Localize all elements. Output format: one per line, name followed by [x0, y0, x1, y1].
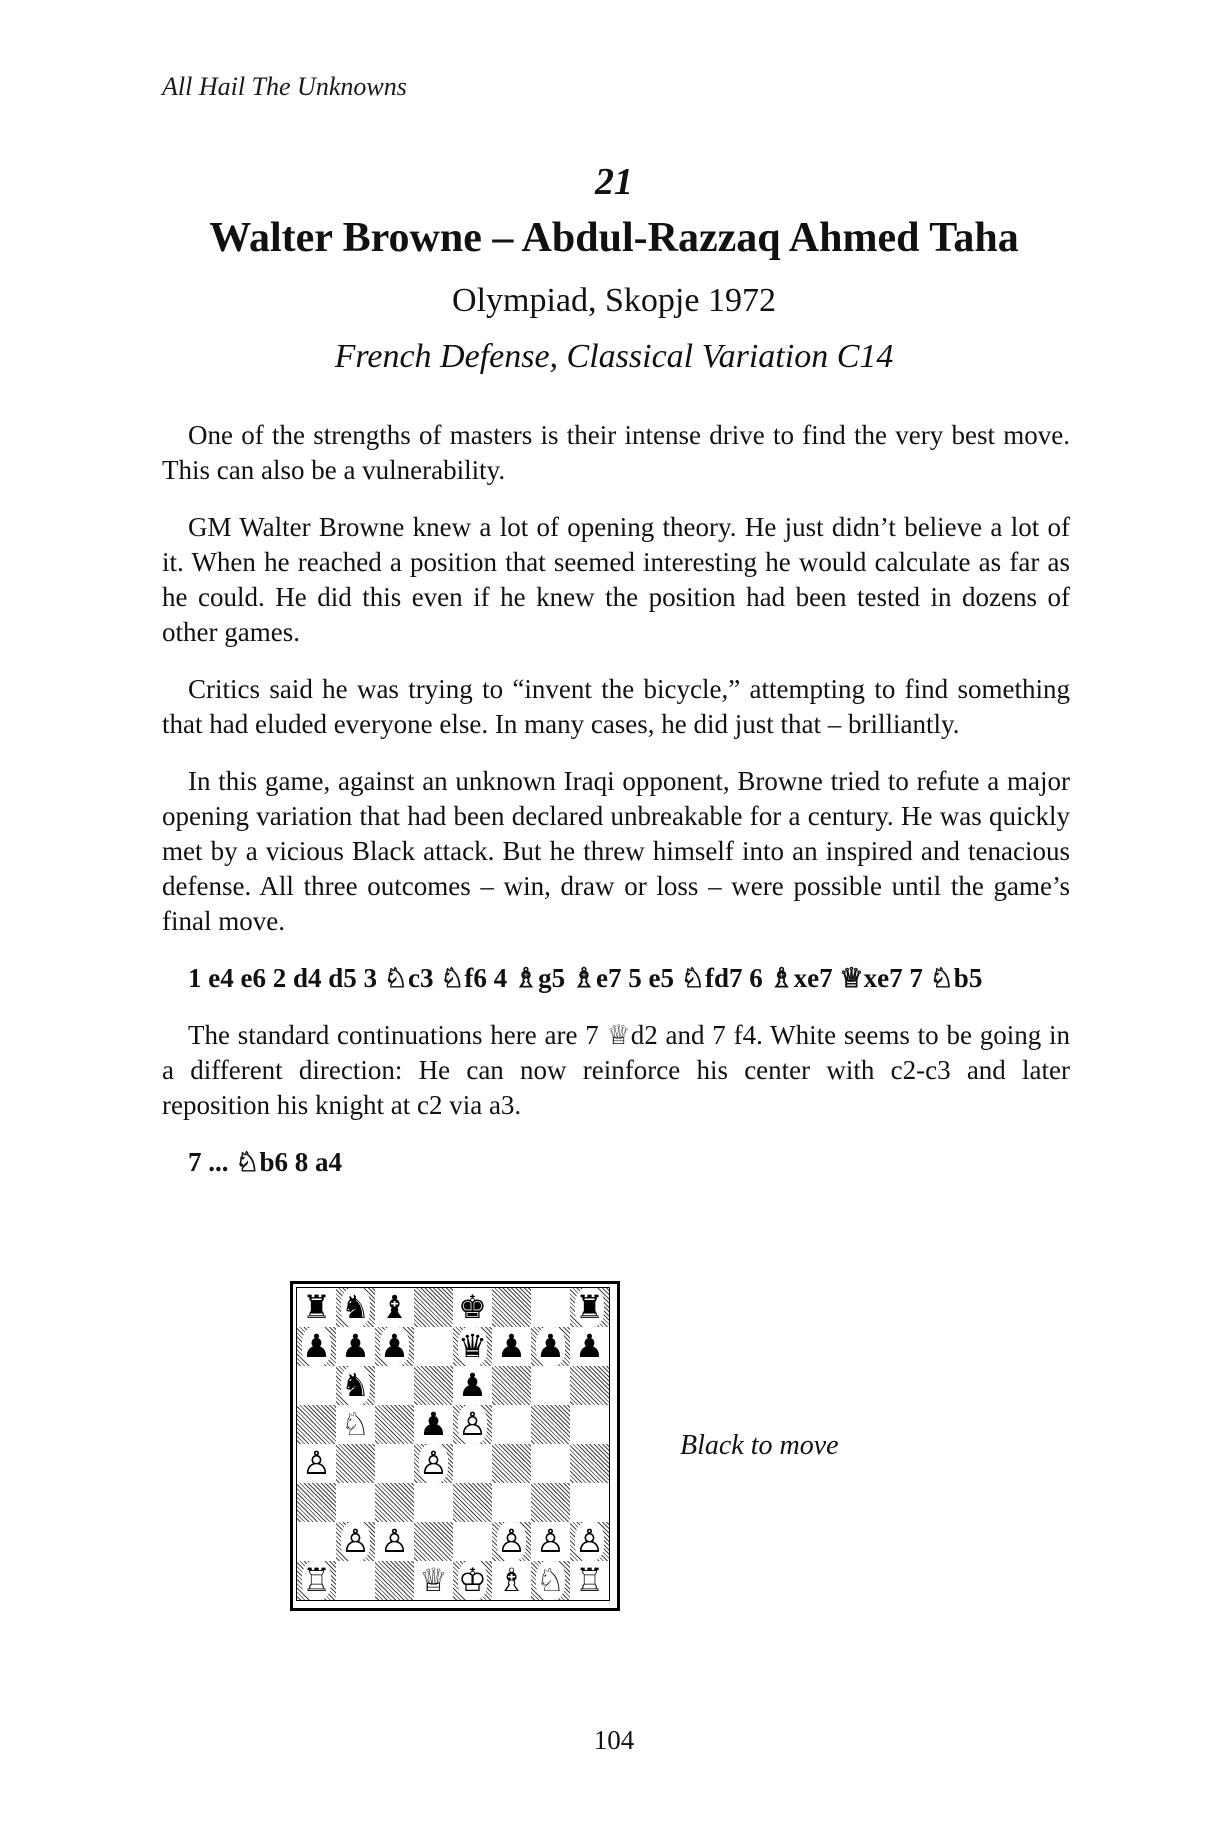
board-square [414, 1522, 453, 1561]
board-square [492, 1366, 531, 1405]
paragraph: In this game, against an unknown Iraqi opponent, Browne tried to refute a major opening variation that had been declared unbreakable for a century. He was quickly met by a vicious Black attack. But he threw himself into an inspired and tenacious defense. All three outcomes – win, draw or loss – were possible until the game’s final move. [162, 766, 1070, 936]
paragraph: The standard continuations here are 7 ♕d2 and 7 f4. White seems to be going in a different direction: He can now reinforce his center with c2-c3 and later reposition his knight at c2 via a3. [162, 1020, 1070, 1120]
chess-piece-icon: ♙ [302, 1444, 331, 1482]
board-square [297, 1483, 336, 1522]
chess-piece-icon: ♙ [575, 1522, 604, 1560]
chess-piece-icon: ♟ [302, 1327, 331, 1365]
board-square [297, 1561, 336, 1600]
chess-piece-icon: ♘ [536, 1561, 565, 1599]
diagram-caption: Black to move [680, 1430, 839, 1461]
board-square [375, 1444, 414, 1483]
page-number: 104 [593, 1725, 635, 1755]
board-square [453, 1288, 492, 1327]
game-number: 21 [595, 161, 633, 203]
board-square [336, 1288, 375, 1327]
running-head: All Hail The Unknowns [162, 72, 407, 101]
board-square [297, 1288, 336, 1327]
board-square [570, 1288, 609, 1327]
chess-piece-icon: ♙ [458, 1405, 487, 1443]
board-square [336, 1444, 375, 1483]
board-square [336, 1366, 375, 1405]
board-square [531, 1366, 570, 1405]
board-square [297, 1405, 336, 1444]
board-square [453, 1444, 492, 1483]
board-square [297, 1522, 336, 1561]
board-square [375, 1327, 414, 1366]
chess-diagram [290, 1281, 620, 1611]
chess-piece-icon: ♘ [341, 1405, 370, 1443]
board-square [570, 1366, 609, 1405]
chess-piece-icon: ♙ [536, 1522, 565, 1560]
chess-piece-icon: ♕ [419, 1561, 448, 1599]
board-square [453, 1522, 492, 1561]
board-square [531, 1444, 570, 1483]
board-square [570, 1561, 609, 1600]
chess-piece-icon: ♜ [302, 1288, 331, 1326]
chess-piece-icon: ♟ [497, 1327, 526, 1365]
chess-piece-icon: ♖ [575, 1561, 604, 1599]
board-square [297, 1366, 336, 1405]
paragraph: One of the strengths of masters is their intense drive to find the very best move. This can also be a vulnerability. [162, 420, 1070, 485]
game-event: Olympiad, Skopje 1972 [452, 282, 776, 319]
board-square [492, 1444, 531, 1483]
board-square [336, 1327, 375, 1366]
paragraph: GM Walter Browne knew a lot of opening theory. He just didn’t believe a lot of it. When he reached a position that seemed interesting he would calculate as far as he could. He did this even if he knew the position had been tested in dozens of other games. [162, 512, 1070, 647]
board-square [453, 1327, 492, 1366]
board-square [414, 1444, 453, 1483]
paragraph: Critics said he was trying to “invent the bicycle,” attempting to find something that had eluded everyone else. In many cases, he did just that – brilliantly. [162, 674, 1070, 739]
chess-piece-icon: ♚ [458, 1288, 487, 1326]
board-square [336, 1561, 375, 1600]
chess-piece-icon: ♝ [380, 1288, 409, 1326]
board-square [531, 1522, 570, 1561]
board-square [492, 1288, 531, 1327]
move-list: 1 e4 e6 2 d4 d5 3 ♘c3 ♘f6 4 ♗g5 ♗e7 5 e5 ♘fd7 6 ♗xe7 ♕xe7 7 ♘b5 [188, 963, 983, 993]
board-square [531, 1561, 570, 1600]
board-square [531, 1405, 570, 1444]
chess-piece-icon: ♟ [419, 1405, 448, 1443]
chess-piece-icon: ♖ [302, 1561, 331, 1599]
board-square [414, 1483, 453, 1522]
board-square [453, 1483, 492, 1522]
board-square [453, 1561, 492, 1600]
move-list: 7 ... ♘b6 8 a4 [188, 1147, 342, 1177]
board-square [531, 1327, 570, 1366]
chess-piece-icon: ♙ [380, 1522, 409, 1560]
board-square [414, 1366, 453, 1405]
board-square [570, 1444, 609, 1483]
chess-piece-icon: ♟ [536, 1327, 565, 1365]
board-square [375, 1483, 414, 1522]
chess-piece-icon: ♟ [341, 1327, 370, 1365]
board-square [375, 1522, 414, 1561]
board-square [492, 1405, 531, 1444]
chess-piece-icon: ♟ [380, 1327, 409, 1365]
chess-piece-icon: ♗ [497, 1561, 526, 1599]
chess-piece-icon: ♔ [458, 1561, 487, 1599]
board-square [492, 1327, 531, 1366]
chess-piece-icon: ♟ [458, 1366, 487, 1404]
board-square [414, 1327, 453, 1366]
chess-piece-icon: ♛ [458, 1327, 487, 1365]
board-square [375, 1366, 414, 1405]
board-square [336, 1483, 375, 1522]
board-square [375, 1561, 414, 1600]
body-text [162, 418, 1070, 1202]
chess-piece-icon: ♞ [341, 1288, 370, 1326]
board-square [336, 1522, 375, 1561]
board-square [492, 1522, 531, 1561]
board-square [570, 1327, 609, 1366]
game-title: Walter Browne – Abdul-Razzaq Ahmed Taha [209, 215, 1019, 261]
chess-piece-icon: ♟ [575, 1327, 604, 1365]
board-square [570, 1483, 609, 1522]
board-square [531, 1288, 570, 1327]
game-opening: French Defense, Classical Variation C14 [334, 338, 894, 375]
board-square [453, 1366, 492, 1405]
chess-board-grid [296, 1287, 610, 1601]
board-square [570, 1405, 609, 1444]
chess-piece-icon: ♞ [341, 1366, 370, 1404]
board-square [414, 1288, 453, 1327]
board-square [453, 1405, 492, 1444]
board-square [375, 1288, 414, 1327]
board-square [414, 1405, 453, 1444]
board-square [375, 1405, 414, 1444]
board-square [570, 1522, 609, 1561]
board-square [336, 1405, 375, 1444]
board-square [531, 1483, 570, 1522]
chess-piece-icon: ♜ [575, 1288, 604, 1326]
board-square [297, 1327, 336, 1366]
board-square [297, 1444, 336, 1483]
chess-piece-icon: ♙ [497, 1522, 526, 1560]
board-square [492, 1561, 531, 1600]
chess-piece-icon: ♙ [419, 1444, 448, 1482]
board-square [414, 1561, 453, 1600]
board-square [492, 1483, 531, 1522]
chess-piece-icon: ♙ [341, 1522, 370, 1560]
